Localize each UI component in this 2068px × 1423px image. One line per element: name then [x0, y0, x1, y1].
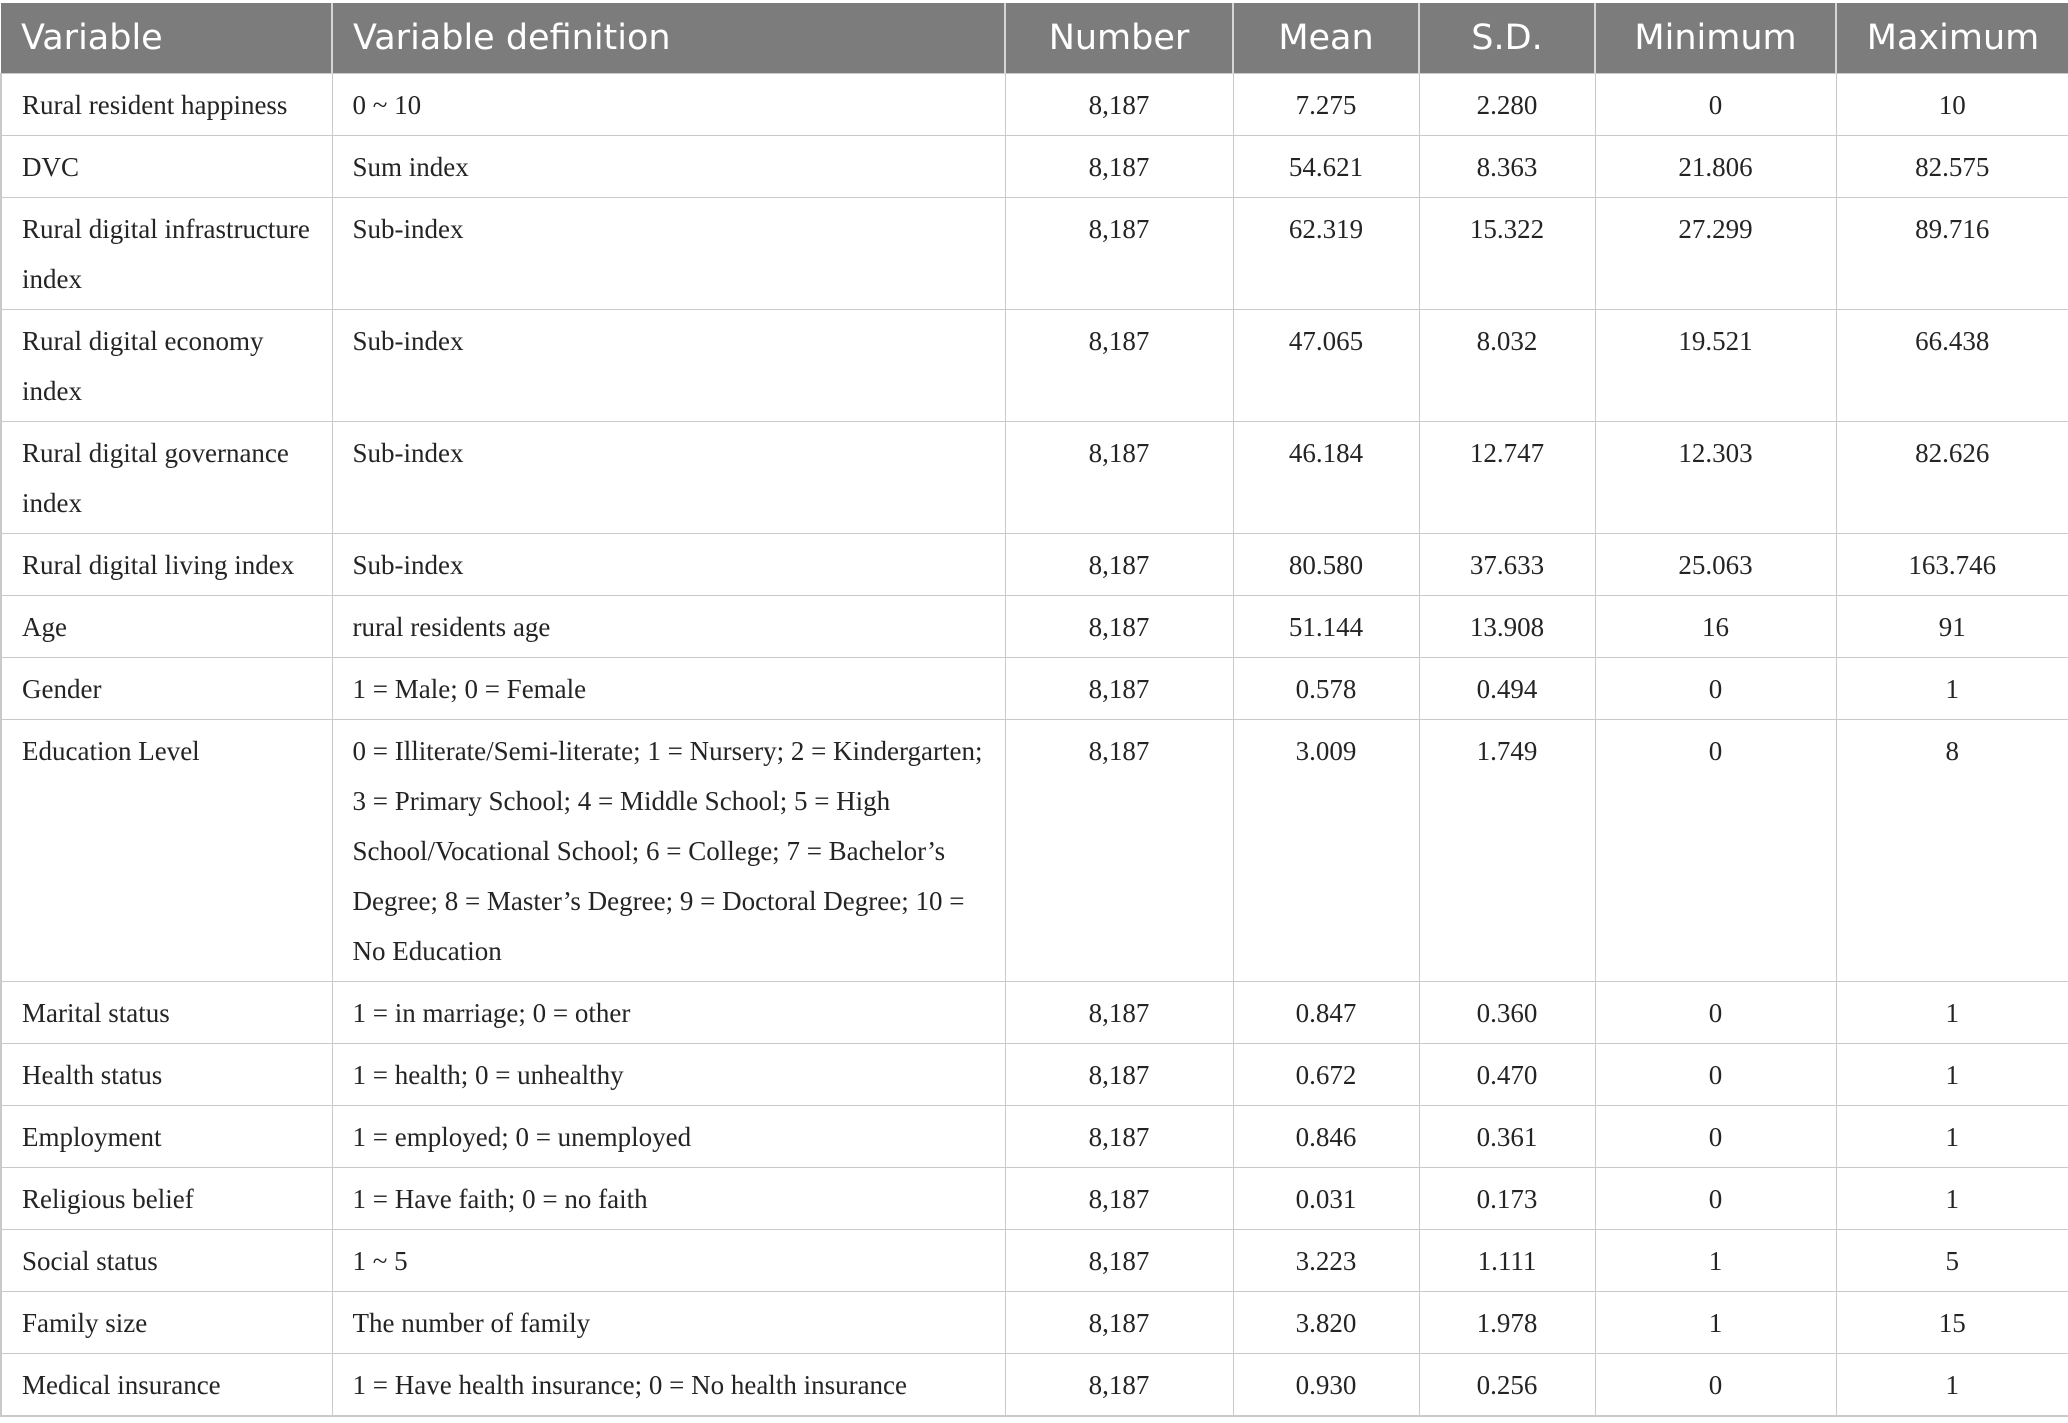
cell-definition: Sub-index — [332, 422, 1005, 534]
cell-maximum: 82.626 — [1836, 422, 2068, 534]
cell-sd: 8.032 — [1419, 310, 1595, 422]
cell-definition: 1 ~ 5 — [332, 1230, 1005, 1292]
cell-definition: The number of family — [332, 1292, 1005, 1354]
cell-minimum: 0 — [1595, 1354, 1836, 1417]
cell-sd: 0.360 — [1419, 982, 1595, 1044]
cell-sd: 0.494 — [1419, 658, 1595, 720]
cell-definition: 1 = Have health insurance; 0 = No health insurance — [332, 1354, 1005, 1417]
cell-minimum: 0 — [1595, 1168, 1836, 1230]
cell-minimum: 19.521 — [1595, 310, 1836, 422]
header-mean: Mean — [1233, 3, 1419, 74]
cell-sd: 1.978 — [1419, 1292, 1595, 1354]
header-variable-definition: Variable definition — [332, 3, 1005, 74]
cell-sd: 0.361 — [1419, 1106, 1595, 1168]
header-variable: Variable — [1, 3, 332, 74]
cell-number: 8,187 — [1005, 720, 1233, 982]
cell-minimum: 1 — [1595, 1230, 1836, 1292]
cell-mean: 54.621 — [1233, 136, 1419, 198]
cell-minimum: 25.063 — [1595, 534, 1836, 596]
header-maximum: Maximum — [1836, 3, 2068, 74]
cell-mean: 3.820 — [1233, 1292, 1419, 1354]
cell-maximum: 82.575 — [1836, 136, 2068, 198]
cell-definition: 1 = in marriage; 0 = other — [332, 982, 1005, 1044]
table-row — [1, 982, 2068, 1044]
cell-minimum: 0 — [1595, 720, 1836, 982]
cell-variable: Social status — [1, 1230, 332, 1292]
cell-number: 8,187 — [1005, 982, 1233, 1044]
cell-sd: 37.633 — [1419, 534, 1595, 596]
cell-maximum: 89.716 — [1836, 198, 2068, 310]
header-number: Number — [1005, 3, 1233, 74]
cell-mean: 0.672 — [1233, 1044, 1419, 1106]
cell-mean: 62.319 — [1233, 198, 1419, 310]
cell-variable: Rural digital governance index — [1, 422, 332, 534]
table-row — [1, 1292, 2068, 1354]
cell-number: 8,187 — [1005, 534, 1233, 596]
cell-maximum: 1 — [1836, 1044, 2068, 1106]
cell-maximum: 15 — [1836, 1292, 2068, 1354]
table-row — [1, 310, 2068, 422]
cell-minimum: 1 — [1595, 1292, 1836, 1354]
cell-definition: Sub-index — [332, 534, 1005, 596]
cell-definition: 1 = Male; 0 = Female — [332, 658, 1005, 720]
cell-number: 8,187 — [1005, 1168, 1233, 1230]
cell-variable: Medical insurance — [1, 1354, 332, 1417]
cell-number: 8,187 — [1005, 198, 1233, 310]
cell-number: 8,187 — [1005, 1354, 1233, 1417]
cell-variable: Religious belief — [1, 1168, 332, 1230]
cell-number: 8,187 — [1005, 74, 1233, 136]
cell-definition: 0 = Illiterate/Semi-literate; 1 = Nursery; 2 = Kindergarten; 3 = Primary School; 4 = Middle School; 5 = High School/Vocational School; 6 = College; 7 = Bachelor’s Degree; 8 = Master’s Degree; 9 = Doctoral Degree; 10 = No Education — [332, 720, 1005, 982]
table-row — [1, 1168, 2068, 1230]
cell-sd: 12.747 — [1419, 422, 1595, 534]
cell-number: 8,187 — [1005, 1044, 1233, 1106]
table-row — [1, 1230, 2068, 1292]
table-row — [1, 1044, 2068, 1106]
descriptive-statistics-table — [0, 3, 2068, 1417]
cell-definition: 1 = Have faith; 0 = no faith — [332, 1168, 1005, 1230]
cell-mean: 0.578 — [1233, 658, 1419, 720]
cell-minimum: 0 — [1595, 1106, 1836, 1168]
cell-variable: Health status — [1, 1044, 332, 1106]
cell-maximum: 1 — [1836, 658, 2068, 720]
cell-minimum: 0 — [1595, 982, 1836, 1044]
header-sd: S.D. — [1419, 3, 1595, 74]
cell-maximum: 5 — [1836, 1230, 2068, 1292]
cell-sd: 0.256 — [1419, 1354, 1595, 1417]
cell-maximum: 10 — [1836, 74, 2068, 136]
table-row — [1, 198, 2068, 310]
cell-variable: DVC — [1, 136, 332, 198]
table-row — [1, 658, 2068, 720]
cell-sd: 1.111 — [1419, 1230, 1595, 1292]
cell-definition: Sub-index — [332, 310, 1005, 422]
cell-minimum: 21.806 — [1595, 136, 1836, 198]
cell-number: 8,187 — [1005, 596, 1233, 658]
cell-variable: Rural digital living index — [1, 534, 332, 596]
cell-definition: 1 = employed; 0 = unemployed — [332, 1106, 1005, 1168]
table-row — [1, 596, 2068, 658]
cell-minimum: 0 — [1595, 658, 1836, 720]
cell-mean: 7.275 — [1233, 74, 1419, 136]
cell-maximum: 66.438 — [1836, 310, 2068, 422]
cell-sd: 0.470 — [1419, 1044, 1595, 1106]
cell-mean: 3.009 — [1233, 720, 1419, 982]
cell-number: 8,187 — [1005, 658, 1233, 720]
cell-number: 8,187 — [1005, 136, 1233, 198]
cell-variable: Marital status — [1, 982, 332, 1044]
table-row — [1, 1354, 2068, 1417]
cell-definition: 0 ~ 10 — [332, 74, 1005, 136]
cell-number: 8,187 — [1005, 1106, 1233, 1168]
cell-definition: Sum index — [332, 136, 1005, 198]
cell-sd: 2.280 — [1419, 74, 1595, 136]
header-row — [1, 3, 2068, 74]
cell-mean: 51.144 — [1233, 596, 1419, 658]
table-row — [1, 74, 2068, 136]
cell-mean: 0.930 — [1233, 1354, 1419, 1417]
cell-mean: 0.031 — [1233, 1168, 1419, 1230]
cell-number: 8,187 — [1005, 1292, 1233, 1354]
cell-maximum: 1 — [1836, 1106, 2068, 1168]
table-row — [1, 720, 2068, 982]
cell-maximum: 1 — [1836, 982, 2068, 1044]
table-row — [1, 136, 2068, 198]
cell-sd: 0.173 — [1419, 1168, 1595, 1230]
table-header — [1, 3, 2068, 74]
cell-variable: Employment — [1, 1106, 332, 1168]
cell-definition: Sub-index — [332, 198, 1005, 310]
cell-mean: 46.184 — [1233, 422, 1419, 534]
cell-minimum: 12.303 — [1595, 422, 1836, 534]
cell-number: 8,187 — [1005, 1230, 1233, 1292]
cell-minimum: 0 — [1595, 74, 1836, 136]
cell-definition: 1 = health; 0 = unhealthy — [332, 1044, 1005, 1106]
cell-mean: 80.580 — [1233, 534, 1419, 596]
cell-sd: 8.363 — [1419, 136, 1595, 198]
cell-maximum: 1 — [1836, 1168, 2068, 1230]
cell-variable: Rural resident happiness — [1, 74, 332, 136]
cell-mean: 47.065 — [1233, 310, 1419, 422]
cell-variable: Rural digital infrastructure index — [1, 198, 332, 310]
cell-variable: Age — [1, 596, 332, 658]
cell-mean: 0.847 — [1233, 982, 1419, 1044]
cell-sd: 1.749 — [1419, 720, 1595, 982]
cell-number: 8,187 — [1005, 422, 1233, 534]
cell-sd: 13.908 — [1419, 596, 1595, 658]
cell-mean: 0.846 — [1233, 1106, 1419, 1168]
cell-definition: rural residents age — [332, 596, 1005, 658]
cell-maximum: 91 — [1836, 596, 2068, 658]
cell-variable: Gender — [1, 658, 332, 720]
header-minimum: Minimum — [1595, 3, 1836, 74]
cell-variable: Education Level — [1, 720, 332, 982]
table-body — [1, 74, 2068, 1417]
cell-maximum: 1 — [1836, 1354, 2068, 1417]
cell-mean: 3.223 — [1233, 1230, 1419, 1292]
cell-minimum: 0 — [1595, 1044, 1836, 1106]
cell-maximum: 8 — [1836, 720, 2068, 982]
cell-minimum: 27.299 — [1595, 198, 1836, 310]
table-row — [1, 534, 2068, 596]
cell-variable: Rural digital economy index — [1, 310, 332, 422]
cell-sd: 15.322 — [1419, 198, 1595, 310]
cell-maximum: 163.746 — [1836, 534, 2068, 596]
cell-number: 8,187 — [1005, 310, 1233, 422]
table-row — [1, 1106, 2068, 1168]
cell-minimum: 16 — [1595, 596, 1836, 658]
table-row — [1, 422, 2068, 534]
cell-variable: Family size — [1, 1292, 332, 1354]
